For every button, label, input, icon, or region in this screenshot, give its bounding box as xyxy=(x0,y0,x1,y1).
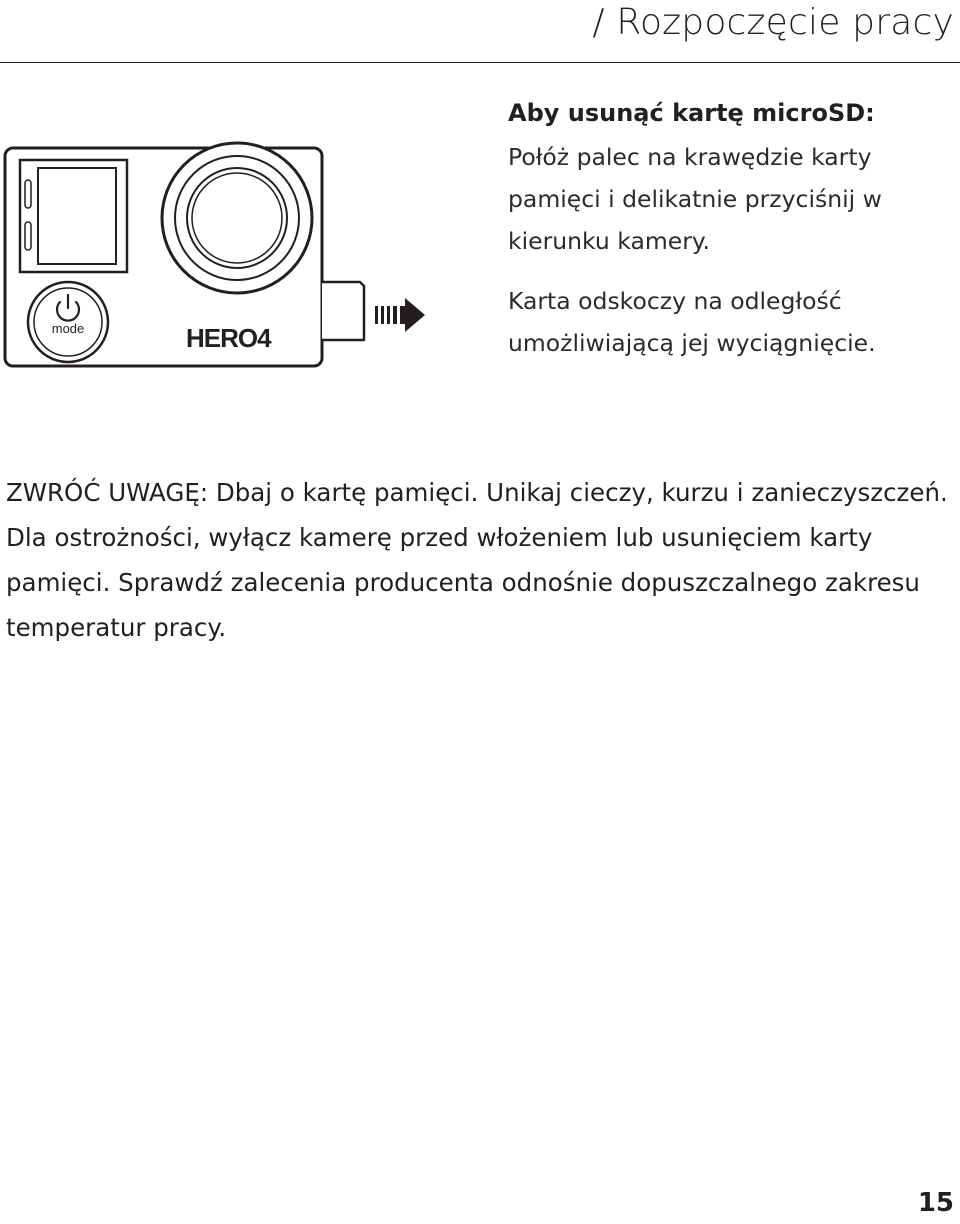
care-note: ZWRÓĆ UWAGĘ: Dbaj o kartę pamięci. Unikaj cieczy, kurzu i zanieczyszczeń. Dla ostrożności, wyłącz kamerę przed włożeniem lub usunięciem karty pamięci. Sprawdź zalecenia producenta odnośnie dopuszczalnego zakresu temperatur pracy. xyxy=(6,478,948,642)
mode-label: mode xyxy=(51,321,85,336)
title-divider xyxy=(0,62,960,63)
page-number: 15 xyxy=(917,1188,954,1218)
instruction-step-2: Karta odskoczy na odległość umożliwiającą jej wyciągnięcie. xyxy=(508,287,876,357)
mode-power-button xyxy=(28,282,108,362)
microsd-card xyxy=(322,282,364,340)
section-title: / Rozpoczęcie pracy xyxy=(592,2,954,43)
push-direction-arrow-icon xyxy=(375,298,425,332)
microsd-removal-instructions xyxy=(508,96,956,382)
camera-model-logo: HERO4 xyxy=(186,323,271,353)
camera-lens xyxy=(162,143,312,293)
instructions-heading: Aby usunąć kartę microSD: xyxy=(508,99,875,127)
instruction-step-1: Połóż palec na krawędzie karty pamięci i delikatnie przyciśnij w kierunku kamery. xyxy=(508,143,882,255)
camera-microsd-illustration xyxy=(0,140,440,380)
